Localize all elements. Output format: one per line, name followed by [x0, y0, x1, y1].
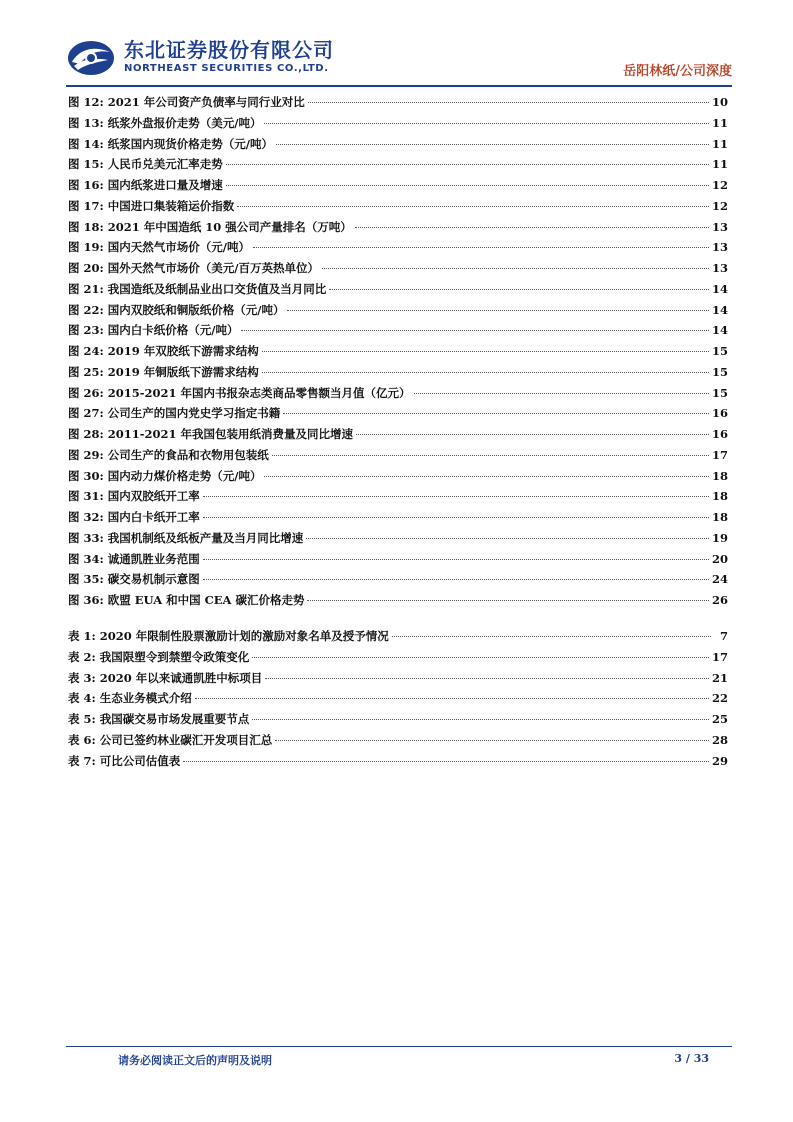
dot-leader [252, 719, 709, 720]
figure-entry[interactable] [68, 364, 728, 385]
header-divider [66, 85, 732, 87]
dot-leader [355, 227, 709, 228]
dot-leader [203, 559, 709, 560]
figure-entry-label: 图 20: 国外天然气市场价（美元/百万英热单位） [68, 261, 319, 275]
figure-entry-label: 图 25: 2019 年铜版纸下游需求结构 [68, 364, 259, 379]
figure-entry[interactable] [68, 177, 728, 198]
table-entry[interactable] [68, 670, 728, 691]
figure-entry-page: 11 [711, 157, 728, 172]
dot-leader [183, 761, 709, 762]
table-entry-page: 7 [719, 629, 728, 643]
figure-entry-label: 图 35: 碳交易机制示意图 [68, 572, 200, 587]
figure-entry-page: 13 [711, 219, 728, 234]
figure-entry-label: 图 19: 国内天然气市场价（元/吨） [68, 240, 250, 255]
dot-leader [264, 476, 709, 477]
table-entry-label: 表 5: 我国碳交易市场发展重要节点 [68, 712, 250, 726]
figure-entry-label: 图 12: 2021 年公司资产负债率与同行业对比 [68, 95, 305, 109]
company-name-en: NORTHEAST SECURITIES CO.,LTD. [124, 63, 329, 74]
figure-entry-page: 18 [711, 489, 728, 504]
footer-disclaimer: 请务必阅读正文后的声明及说明 [118, 1054, 272, 1067]
figure-entry-page: 14 [711, 323, 728, 338]
figure-entry[interactable] [68, 136, 728, 157]
figure-entry[interactable] [68, 530, 728, 551]
figure-entry-label: 图 21: 我国造纸及纸制品业出口交货值及当月同比 [68, 281, 327, 296]
figure-entry-page: 14 [711, 302, 728, 317]
table-entry[interactable] [68, 628, 728, 649]
dot-leader [241, 330, 709, 331]
figure-entry-label: 图 23: 国内白卡纸价格（元/吨） [68, 323, 239, 338]
table-entry[interactable] [68, 732, 728, 753]
figure-entry[interactable] [68, 156, 728, 177]
dot-leader [203, 517, 709, 518]
figure-entry-label: 图 24: 2019 年双胶纸下游需求结构 [68, 344, 259, 358]
figure-entry-page: 11 [711, 115, 728, 130]
table-entry[interactable] [68, 649, 728, 670]
table-entry-page: 25 [711, 712, 728, 726]
dot-leader [264, 123, 709, 124]
figure-entry-label: 图 34: 诚通凯胜业务范围 [68, 551, 200, 566]
figure-entry-label: 图 31: 国内双胶纸开工率 [68, 489, 200, 504]
figure-entry-page: 19 [711, 530, 728, 545]
table-entry-label: 表 4: 生态业务模式介绍 [68, 691, 192, 706]
figure-index [68, 94, 728, 613]
figure-entry-page: 15 [711, 344, 728, 358]
dot-leader [275, 740, 709, 741]
page-header [66, 32, 732, 84]
table-entry[interactable] [68, 690, 728, 711]
dot-leader [252, 657, 709, 658]
figure-entry-label: 图 32: 国内白卡纸开工率 [68, 510, 200, 524]
figure-entry-label: 图 27: 公司生产的国内党史学习指定书籍 [68, 406, 281, 421]
dot-leader [272, 455, 709, 456]
dot-leader [414, 393, 709, 394]
figure-entry[interactable] [68, 322, 728, 343]
figure-entry-page: 17 [711, 447, 728, 462]
figure-entry[interactable] [68, 115, 728, 136]
figure-entry[interactable] [68, 447, 728, 468]
figure-entry-label: 图 26: 2015-2021 年国内书报杂志类商品零售额当月值（亿元） [68, 385, 411, 400]
figure-entry-label: 图 15: 人民币兑美元汇率走势 [68, 157, 223, 172]
dot-leader [276, 144, 709, 145]
dot-leader [203, 496, 709, 497]
dot-leader [195, 698, 709, 699]
figure-entry-page: 15 [711, 364, 728, 379]
figure-entry[interactable] [68, 343, 728, 364]
table-entry[interactable] [68, 753, 728, 774]
table-entry-page: 22 [711, 691, 728, 706]
figure-entry[interactable] [68, 94, 728, 115]
figure-entry-page: 16 [711, 406, 728, 421]
figure-entry-page: 15 [711, 385, 728, 400]
dot-leader [262, 372, 709, 373]
figure-entry-page: 12 [711, 178, 728, 192]
dot-leader [308, 102, 709, 103]
figure-entry-label: 图 13: 纸浆外盘报价走势（美元/吨） [68, 115, 262, 130]
figure-entry[interactable] [68, 281, 728, 302]
dot-leader [356, 434, 709, 435]
table-entry-label: 表 3: 2020 年以来诚通凯胜中标项目 [68, 670, 263, 685]
table-entry-label: 表 6: 公司已签约林业碳汇开发项目汇总 [68, 732, 273, 747]
figure-entry-label: 图 28: 2011-2021 年我国包装用纸消费量及同比增速 [68, 427, 354, 441]
table-index [68, 628, 728, 773]
figure-entry-label: 图 33: 我国机制纸及纸板产量及当月同比增速 [68, 530, 304, 545]
report-tag: 岳阳林纸/公司深度 [623, 64, 732, 79]
company-name-cn: 东北证券股份有限公司 [124, 38, 334, 62]
table-entry[interactable] [68, 711, 728, 732]
figure-entry-label: 图 16: 国内纸浆进口量及增速 [68, 178, 223, 192]
figure-entry-page: 24 [711, 572, 728, 587]
figure-entry[interactable] [68, 426, 728, 447]
table-entry-page: 28 [711, 732, 728, 747]
figure-entry-page: 10 [711, 95, 728, 109]
figure-entry-page: 18 [711, 510, 728, 524]
page-number: 3 / 33 [674, 1052, 709, 1065]
figure-entry[interactable] [68, 592, 728, 613]
figure-entry-page: 20 [711, 551, 728, 566]
dot-leader [265, 678, 709, 679]
dot-leader [226, 185, 709, 186]
table-entry-page: 29 [711, 753, 728, 768]
dot-leader [392, 636, 711, 637]
figure-entry-page: 16 [711, 427, 728, 441]
figure-entry[interactable] [68, 302, 728, 323]
figure-entry-label: 图 17: 中国进口集装箱运价指数 [68, 198, 235, 213]
figure-entry[interactable] [68, 219, 728, 240]
dot-leader [322, 268, 709, 269]
dot-leader [329, 289, 709, 290]
figure-entry[interactable] [68, 468, 728, 489]
dot-leader [287, 310, 709, 311]
figure-entry[interactable] [68, 260, 728, 281]
figure-entry[interactable] [68, 488, 728, 509]
figure-entry-label: 图 29: 公司生产的食品和衣物用包装纸 [68, 447, 269, 462]
figure-entry-page: 11 [711, 136, 728, 151]
company-logo-icon [66, 38, 116, 78]
dot-leader [253, 247, 709, 248]
figure-entry-label: 图 22: 国内双胶纸和铜版纸价格（元/吨） [68, 302, 285, 317]
dot-leader [203, 579, 709, 580]
figure-entry[interactable] [68, 198, 728, 219]
figure-entry-label: 图 18: 2021 年中国造纸 10 强公司产量排名（万吨） [68, 219, 352, 234]
figure-entry-page: 13 [711, 240, 728, 255]
figure-entry[interactable] [68, 239, 728, 260]
figure-entry-page: 18 [711, 468, 728, 483]
table-entry-label: 表 1: 2020 年限制性股票激励计划的激励对象名单及授予情况 [68, 629, 389, 643]
dot-leader [262, 351, 709, 352]
figure-entry[interactable] [68, 551, 728, 572]
dot-leader [226, 164, 709, 165]
table-entry-label: 表 2: 我国限塑令到禁塑令政策变化 [68, 649, 250, 664]
figure-entry[interactable] [68, 571, 728, 592]
figure-entry-label: 图 30: 国内动力煤价格走势（元/吨） [68, 468, 262, 483]
figure-entry-page: 26 [711, 593, 728, 607]
figure-entry-page: 12 [711, 198, 728, 213]
dot-leader [306, 538, 709, 539]
figure-entry[interactable] [68, 509, 728, 530]
figure-entry[interactable] [68, 385, 728, 406]
table-entry-label: 表 7: 可比公司估值表 [68, 753, 181, 768]
dot-leader [283, 413, 709, 414]
figure-entry[interactable] [68, 405, 728, 426]
footer-divider [66, 1046, 732, 1047]
dot-leader [307, 600, 709, 601]
table-entry-page: 17 [711, 649, 728, 664]
table-entry-page: 21 [711, 670, 728, 685]
figure-entry-page: 13 [711, 261, 728, 275]
dot-leader [237, 206, 709, 207]
figure-entry-label: 图 36: 欧盟 EUA 和中国 CEA 碳汇价格走势 [68, 593, 305, 607]
figure-entry-label: 图 14: 纸浆国内现货价格走势（元/吨） [68, 136, 273, 151]
figure-entry-page: 14 [711, 281, 728, 296]
